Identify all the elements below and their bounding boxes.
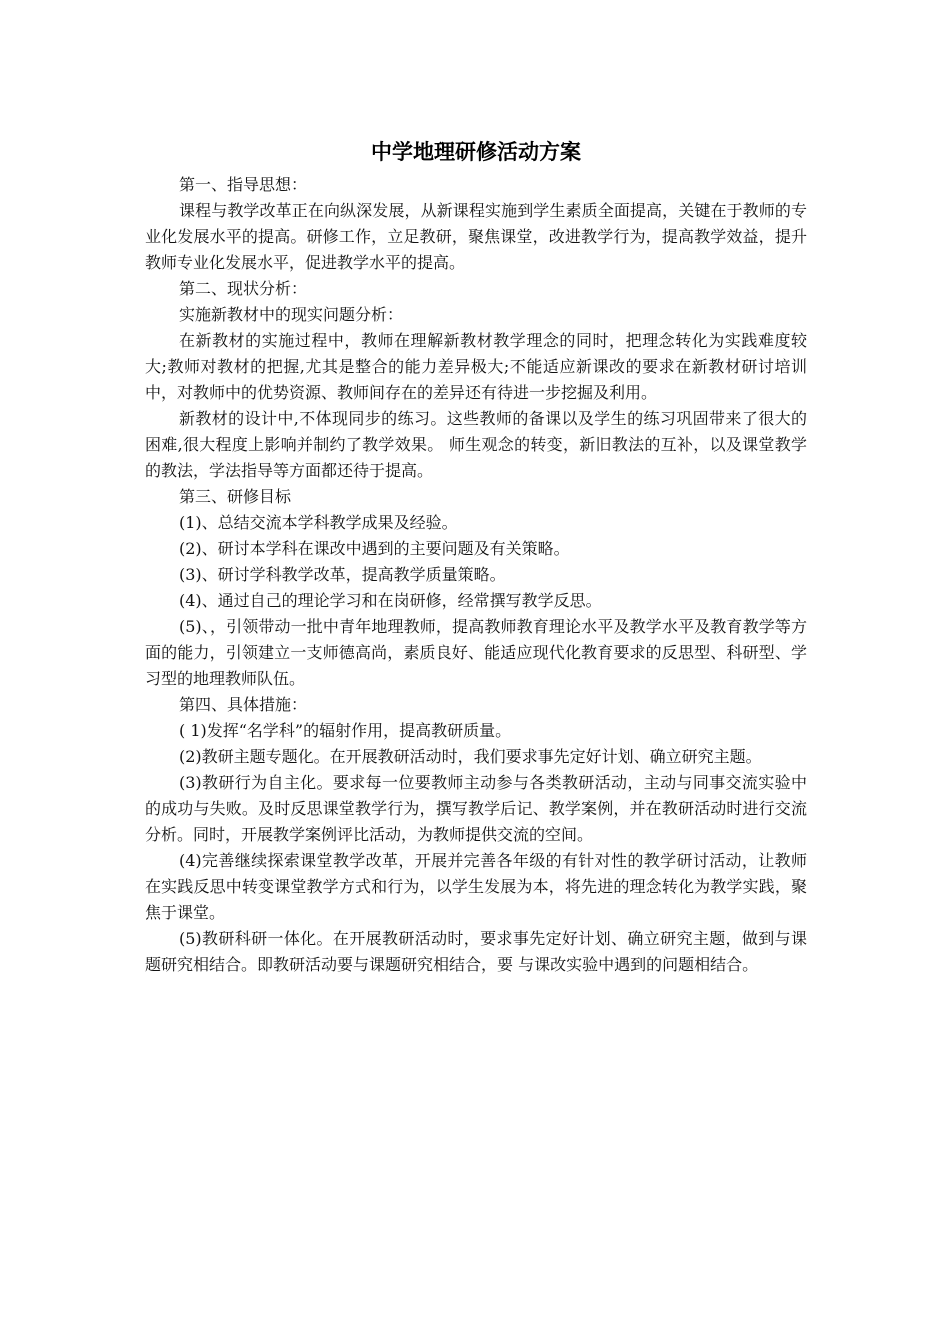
- heading-training-goals: 第三、研修目标: [179, 487, 292, 506]
- goal-item-4: (4)、通过自己的理论学习和在岗研修，经常撰写教学反思。: [179, 591, 602, 610]
- goal-item-1: (1)、总结交流本学科教学成果及经验。: [179, 513, 458, 532]
- measure-item-3: (3)教研行为自主化。要求每一位要教师主动参与各类教研活动，主动与同事交流实验中的成功与失败。及时反思课堂教学行为，撰写教学后记、教学案例，并在教研活动时进行交流分析。同时，开展教学案例评比活动，为教师提供交流的空间。: [145, 773, 807, 844]
- heading-status-analysis: 第二、现状分析：: [179, 279, 308, 298]
- paragraph-implementation-issues: 在新教材的实施过程中，教师在理解新教材教学理念的同时，把理念转化为实践难度较大;教师对教材的把握,尤其是整合的能力差异极大;不能适应新课改的要求在新教材研讨培训中，对教师中的优势资源、教师间存在的差异还有待进一步挖掘及利用。: [145, 331, 807, 402]
- heading-guiding-thought: 第一、指导思想：: [179, 175, 308, 194]
- heading-specific-measures: 第四、具体措施：: [179, 695, 308, 714]
- goal-item-2: (2)、研讨本学科在课改中遇到的主要问题及有关策略。: [179, 539, 570, 558]
- document-title: 中学地理研修活动方案: [371, 140, 581, 164]
- measure-item-4: (4)完善继续探索课堂教学改革，开展并完善各年级的有针对性的教学研讨活动，让教师在实践反思中转变课堂教学方式和行为，以学生发展为本，将先进的理念转化为教学实践，聚焦于课堂。: [145, 851, 807, 922]
- goal-item-5: (5)、，引领带动一批中青年地理教师，提高教师教育理论水平及教学水平及教育教学等方面的能力，引领建立一支师德高尚，素质良好、能适应现代化教育要求的反思型、科研型、学习型的地理教师队伍。: [145, 617, 807, 688]
- paragraph-guiding-thought: 课程与教学改革正在向纵深发展，从新课程实施到学生素质全面提高，关键在于教师的专业化发展水平的提高。研修工作，立足教研，聚焦课堂，改进教学行为，提高教学效益，提升教师专业化发展水平，促进教学水平的提高。: [145, 201, 807, 272]
- paragraph-textbook-design: 新教材的设计中,不体现同步的练习。这些教师的备课以及学生的练习巩固带来了很大的困难,很大程度上影响并制约了教学效果。 师生观念的转变，新旧教法的互补，以及课堂教学的教法，学法指导等方面都还待于提高。: [145, 409, 807, 480]
- document-body: [145, 136, 807, 978]
- subheading-problem-analysis: 实施新教材中的现实问题分析：: [179, 305, 404, 324]
- measure-item-2: (2)教研主题专题化。在开展教研活动时，我们要求事先定好计划、确立研究主题。: [179, 747, 762, 766]
- goal-item-3: (3)、研讨学科教学改革，提高教学质量策略。: [179, 565, 506, 584]
- measure-item-5: (5)教研科研一体化。在开展教研活动时，要求事先定好计划、确立研究主题，做到与课题研究相结合。即教研活动要与课题研究相结合，要 与课改实验中遇到的问题相结合。: [145, 929, 807, 974]
- measure-item-1: ( 1)发挥“名学科”的辐射作用，提高教研质量。: [179, 721, 512, 740]
